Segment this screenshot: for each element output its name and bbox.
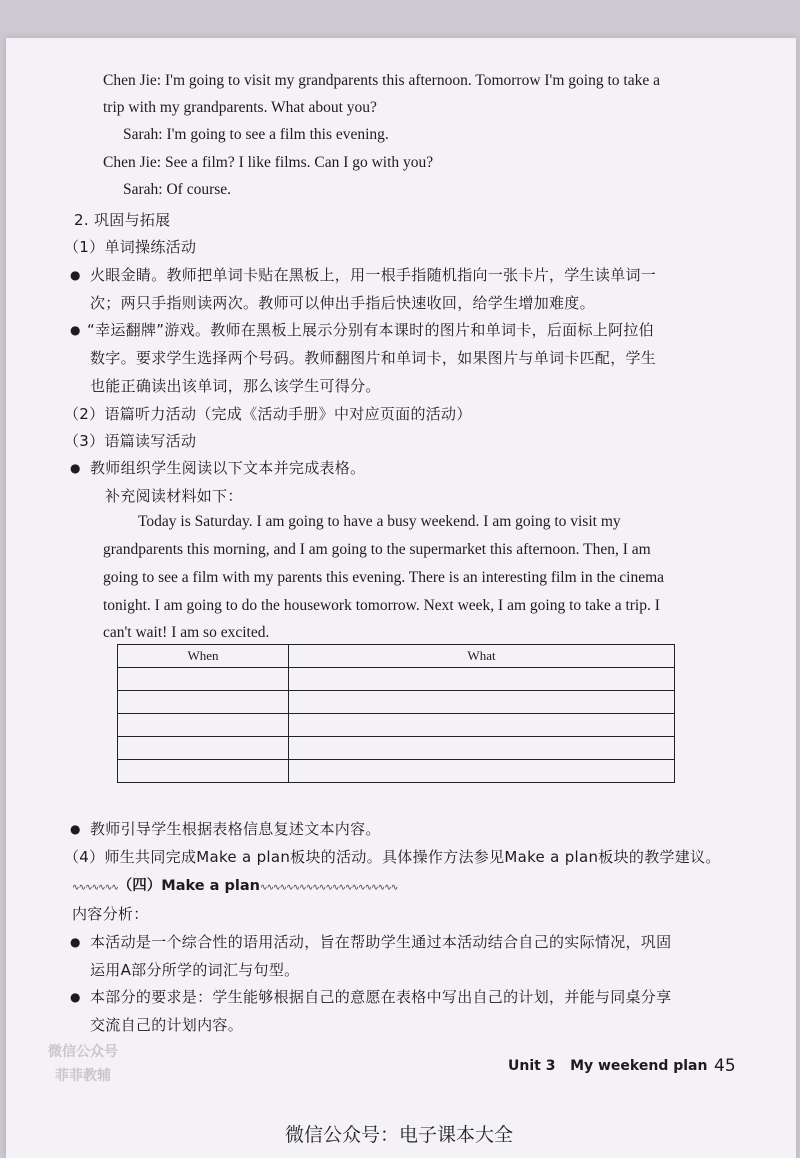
dialogue-line-4: Chen Jie: See a film? I like films. Can I go with you? [103, 154, 434, 171]
table-header-what: What [289, 645, 675, 668]
make-a-plan-title: （四）Make a plan [117, 878, 260, 894]
table-row [118, 737, 675, 760]
bullet-3: 教师组织学生阅读以下文本并完成表格。 [90, 459, 366, 477]
bullet-icon: ● [70, 822, 81, 836]
passage-line-3: going to see a film with my parents this evening. There is an interesting film in the cinema [103, 569, 665, 586]
when-what-table [117, 644, 675, 783]
bullet-2-line-2: 数字。要求学生选择两个号码。教师翻图片和单词卡，如果图片与单词卡匹配，学生 [90, 349, 657, 367]
bullet-4: 教师引导学生根据表格信息复述文本内容。 [90, 820, 381, 838]
page-number: 45 [714, 1056, 736, 1076]
wave-decoration: ∿∿∿∿∿∿∿∿∿∿∿∿∿∿∿∿∿∿∿∿∿ [259, 883, 398, 893]
bullet-icon: ● [70, 935, 81, 949]
bullet-icon: ● [70, 268, 81, 282]
bullet-icon: ● [70, 990, 81, 1004]
content-analysis-label: 内容分析： [72, 905, 149, 923]
bullet-5-line-1: 本活动是一个综合性的语用活动，旨在帮助学生通过本活动结合自己的实际情况，巩固 [90, 933, 672, 951]
table-row [118, 691, 675, 714]
watermark-line-2: 菲菲教辅 [55, 1068, 111, 1084]
bullet-2-line-1: “幸运翻牌”游戏。教师在黑板上展示分别有本课时的图片和单词卡，后面标上阿拉伯 [87, 321, 654, 339]
subheading-3: （3）语篇读写活动 [64, 432, 197, 450]
bullet-1-line-2: 次；两只手指则读两次。教师可以伸出手指后快速收回，给学生增加难度。 [90, 294, 595, 312]
passage-line-5: can't wait! I am so excited. [103, 624, 270, 641]
bottom-caption: 微信公众号：电子课本大全 [285, 1124, 514, 1146]
watermark-line-1: 微信公众号 [48, 1044, 118, 1060]
unit-title: Unit 3 My weekend plan [508, 1058, 708, 1074]
bullet-6-line-1: 本部分的要求是：学生能够根据自己的意愿在表格中写出自己的计划，并能与同桌分享 [90, 988, 672, 1006]
subheading-4: （4）师生共同完成Make a plan板块的活动。具体操作方法参见Make a plan板块的教学建议。 [64, 848, 721, 866]
dialogue-line-2: trip with my grandparents. What about you? [103, 99, 377, 116]
dialogue-line-1: Chen Jie: I'm going to visit my grandparents this afternoon. Tomorrow I'm going to take a [103, 72, 660, 89]
dialogue-line-5: Sarah: Of course. [123, 181, 232, 198]
make-a-plan-title-row [72, 874, 397, 895]
bullet-1-line-1: 火眼金睛。教师把单词卡贴在黑板上，用一根手指随机指向一张卡片，学生读单词一 [90, 266, 657, 284]
bullet-icon: ● [70, 461, 81, 475]
subheading-1: （1）单词操练活动 [64, 238, 197, 256]
passage-line-1: Today is Saturday. I am going to have a busy weekend. I am going to visit my [138, 513, 621, 530]
table-row [118, 714, 675, 737]
table-row [118, 668, 675, 691]
bullet-6-line-2: 交流自己的计划内容。 [90, 1016, 244, 1034]
table-header-when: When [118, 645, 289, 668]
supplement-label: 补充阅读材料如下： [105, 487, 243, 505]
bullet-5-line-2: 运用A部分所学的词汇与句型。 [90, 961, 300, 979]
dialogue-line-3: Sarah: I'm going to see a film this evening. [123, 126, 389, 143]
bullet-2-line-3: 也能正确读出该单词，那么该学生可得分。 [90, 377, 381, 395]
section-heading: 2. 巩固与拓展 [74, 211, 171, 229]
table-row [118, 760, 675, 783]
watermark [28, 1040, 138, 1110]
subheading-2: （2）语篇听力活动（完成《活动手册》中对应页面的活动） [64, 405, 472, 423]
passage-line-4: tonight. I am going to do the housework tomorrow. Next week, I am going to take a trip. I [103, 597, 660, 614]
passage-line-2: grandparents this morning, and I am going to the supermarket this afternoon. Then, I am [103, 541, 651, 558]
wave-decoration: ∿∿∿∿∿∿∿ [72, 883, 118, 893]
bullet-icon: ● [70, 323, 81, 337]
